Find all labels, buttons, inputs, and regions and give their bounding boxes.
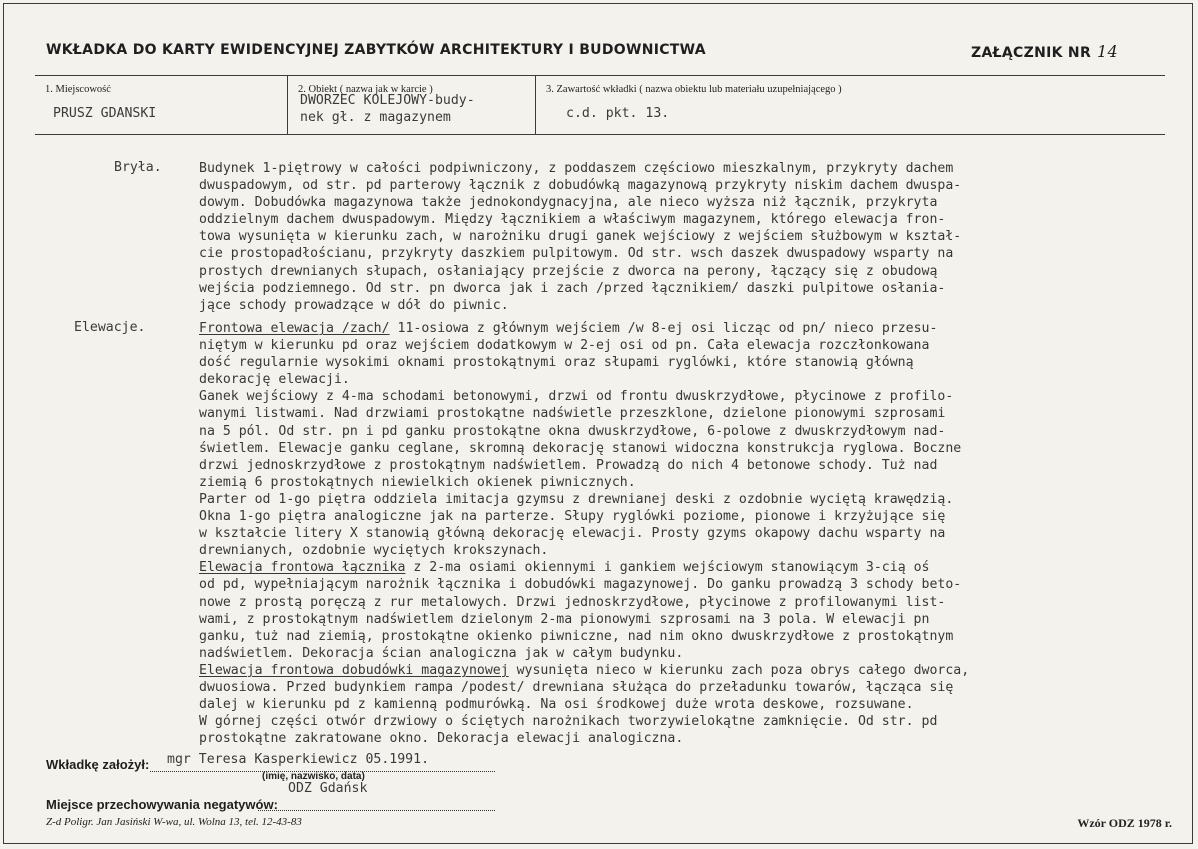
bryla-line: towa wysunięta w kierunku zach, w narożniku drugi ganek wejściowy z wejściem służbowym w kształ- bbox=[199, 229, 962, 245]
elewacje-line: Ganek wejściowy z 4-ma schodami betonowymi, drzwi od frontu dwuskrzydłowe, płycinowe z profilo- bbox=[199, 389, 954, 405]
object-cell bbox=[288, 76, 536, 134]
content-value: c.d. pkt. 13. bbox=[566, 106, 670, 121]
storage-value: ODZ Gdańsk bbox=[288, 781, 368, 796]
elewacje-heading-front: Frontowa elewacja /zach/ bbox=[199, 321, 390, 336]
bryla-line: oddzielnym dachem dwuspadowym. Między łącznikiem a właściwym magazynem, którego elewacja fron- bbox=[199, 212, 946, 228]
bryla-text bbox=[199, 160, 961, 314]
author-label: Wkładkę założył: bbox=[46, 757, 150, 772]
elewacje-text bbox=[199, 320, 969, 747]
elewacje-line: drzwi jednoskrzydłowe z prostokątnym nadświetlem. Prowadzą do nich 4 betonowe schody. Tuż nad bbox=[199, 457, 938, 473]
elewacje-line: ziemią 6 prostokątnych niewielkich okienek piwnicznych. bbox=[199, 474, 636, 490]
form-title: WKŁADKA DO KARTY EWIDENCYJNEJ ZABYTKÓW ARCHITEKTURY I BUDOWNICTWA bbox=[46, 42, 706, 58]
storage-dotted-line bbox=[258, 810, 495, 811]
elewacje-line: wanymi listwami. Nad drzwiami prostokątne nadświetle przeszklone, dzielone pionowymi szprosami bbox=[199, 406, 946, 422]
fields-row bbox=[35, 75, 1165, 135]
elewacje-heading-connector: Elewacja frontowa łącznika bbox=[199, 560, 406, 576]
annex-number: 14 bbox=[1097, 42, 1118, 61]
author-hint: (imię, nazwisko, data) bbox=[262, 771, 365, 782]
annex-label: ZAŁĄCZNIK NR bbox=[971, 45, 1092, 61]
elewacje-line: świetlem. Elewacje ganku ceglane, skromną dekorację stanowi widoczna konstrukcja ryglowa. Boczne bbox=[199, 440, 962, 456]
elewacje-line: Parter od 1-go piętra oddziela imitacja gzymsu z drewnianej deski z ozdobnie wyciętą krawędzią. bbox=[199, 491, 954, 507]
elewacje-line: drewnianych, ozdobnie wyciętych krokszynach. bbox=[199, 543, 549, 559]
elewacje-line: Elewacja frontowa łącznika z 2-ma osiami okiennymi i gankiem wejściowym stanowiącym 3-cią oś bbox=[199, 560, 930, 576]
bryla-line: cie prostopadłościanu, przykryty daszkiem pulpitowym. Od str. wsch daszek dwuspadowy wsparty na bbox=[199, 246, 954, 262]
elewacje-line: niętym w kierunku pd oraz wejściem dodatkowym w 2-ej osi od pn. Cała elewacja rozczłonkowana bbox=[199, 338, 930, 354]
place-value: PRUSZ GDANSKI bbox=[53, 106, 157, 121]
object-label: 2. Obiekt ( nazwa jak w karcie ) bbox=[298, 84, 433, 95]
bryla-label: Bryła. bbox=[114, 160, 162, 175]
author-value: mgr Teresa Kasperkiewicz 05.1991. bbox=[167, 752, 430, 767]
elewacje-line: W górnej części otwór drzwiowy o ściętych narożnikach tworzywielokątne zamknięcie. Od str. pd bbox=[199, 714, 938, 730]
elewacje-line: w kształcie litery X stanowią główną dekorację elewacji. Prosty gzyms okapowy dachu wsparty na bbox=[199, 526, 946, 542]
annex-number-block bbox=[971, 42, 1118, 61]
content-label: 3. Zawartość wkładki ( nazwa obiektu lub materiału uzupełniającego ) bbox=[546, 84, 842, 95]
elewacje-line: nowe z prostą poręczą z rur metalowych. Drzwi jednoskrzydłowe, płycinowe z profilowanymi list- bbox=[199, 594, 946, 610]
place-cell bbox=[35, 76, 288, 134]
template-imprint: Wzór ODZ 1978 r. bbox=[1077, 816, 1172, 830]
elewacje-line: dwuosiowa. Przed budynkiem rampa /podest/ drewniana służąca do przeładunku towarów, łącząca się bbox=[199, 679, 954, 695]
bryla-line: dwuspadowym, od str. pd parterowy łącznik z dobudówką magazynową przykryty niskim dachem dwuspa- bbox=[199, 178, 962, 194]
elewacje-line: dość regularnie wysokimi oknami prostokątnymi oraz słupami ryglówki, które stanowią główną bbox=[199, 355, 914, 371]
elewacje-heading-warehouse: Elewacja frontowa dobudówki magazynowej bbox=[199, 662, 509, 678]
elewacje-line: od pd, wypełniającym narożnik łącznika i dobudówki magazynowej. Do ganku prowadzą 3 schody beto- bbox=[199, 577, 962, 593]
bryla-line: wejścia podziemnego. Od str. pn dworca jak i zach /przed łącznikiem/ daszki pulpitowe osłania- bbox=[199, 280, 946, 296]
bryla-line: Budynek 1-piętrowy w całości podpiwniczony, z poddaszem częściowo mieszkalnym, przykryty dachem bbox=[199, 161, 954, 176]
content-cell bbox=[536, 76, 1165, 134]
place-label: 1. Miejscowość bbox=[45, 84, 111, 95]
elewacje-line: dalej w kierunku pd z kamienną podmurówką. Na osi środkowej duże wrota deskowe, rozsuwane. bbox=[199, 697, 914, 713]
storage-label: Miejsce przechowywania negatywów: bbox=[46, 797, 278, 812]
printer-imprint: Z-d Poligr. Jan Jasiński W-wa, ul. Wolna 13, tel. 12-43-83 bbox=[46, 816, 302, 828]
bryla-line: jące schody prowadzące w dół do piwnic. bbox=[199, 297, 509, 313]
elewacje-line: Elewacja frontowa dobudówki magazynowej wysunięta nieco w kierunku zach poza obrys całego dworca, bbox=[199, 662, 970, 678]
object-value: DWORZEC KOLEJOWY-budy- nek gł. z magazynem bbox=[300, 93, 475, 125]
bryla-line: prostych drewnianych słupach, osłaniający przejście z dworca na perony, łączący się z obudową bbox=[199, 263, 938, 279]
elewacje-line: na 5 pól. Od str. pn i pd ganku prostokątne okna dwuskrzydłowe, 6-polowe z dwuskrzydłowym nad- bbox=[199, 423, 946, 439]
elewacje-line: Frontowa elewacja /zach/ 11-osiowa z głównym wejściem /w 8-ej osi licząc od pn/ nieco przesu- bbox=[199, 321, 938, 336]
elewacje-line: dekorację elewacji. bbox=[199, 372, 350, 388]
elewacje-line: wami, z prostokątnym nadświetlem dzielonym 2-ma pionowymi szprosami na 3 pola. W elewacji pn bbox=[199, 611, 930, 627]
elewacje-label: Elewacje. bbox=[74, 320, 146, 335]
elewacje-line: nadświetlem. Dekoracja ścian analogiczna jak w całym budynku. bbox=[199, 645, 684, 661]
elewacje-line: ganku, tuż nad ziemią, prostokątne okienko piwniczne, nad nim okno dwuskrzydłowe z prostokątnym bbox=[199, 628, 954, 644]
bryla-line: dowym. Dobudówka magazynowa także jednokondygnacyjna, ale nieco wyższa niż łącznik, przykryta bbox=[199, 195, 938, 211]
elewacje-line: prostokątne zakratowane okno. Dekoracja elewacji analogiczna. bbox=[199, 731, 684, 747]
elewacje-line: Okna 1-go piętra analogiczne jak na parterze. Słupy ryglówki poziome, pionowe i krzyżujące się bbox=[199, 509, 946, 525]
